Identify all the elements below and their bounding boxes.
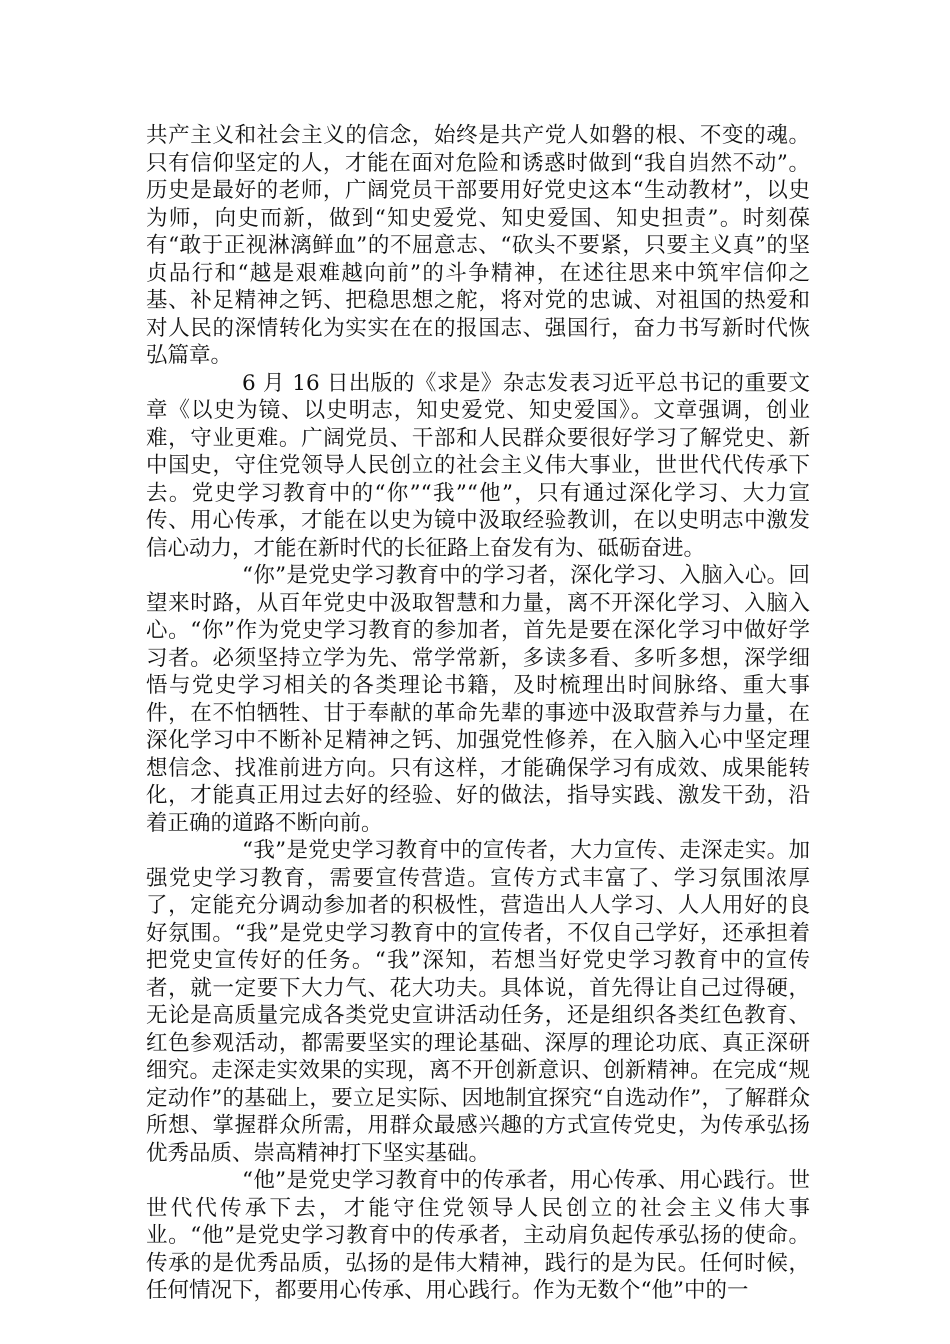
paragraph-qiushi-article: 6 月 16 日出版的《求是》杂志发表习近平总书记的重要文章《以史为镜、以史明志，知史爱党、知史爱国》。文章强调，创业难，守业更难。广阔党员、干部和人民群众要很好学习了解党史、新中国史，守住党领导人民创立的社会主义伟大事业，世世代代传承下去。党史学习教育中的“你”“我”“他”，只有通过深化学习、大力宣传、用心传承，才能在以史为镜中汲取经验教训，在以史明志中激发信心动力，才能在新时代的长征路上奋发有为、砥砺奋进。 xyxy=(146,370,810,561)
paragraph-faith: 共产主义和社会主义的信念，始终是共产党人如磐的根、不变的魂。只有信仰坚定的人，才能在面对危险和诱惑时做到“我自岿然不动”。历史是最好的老师，广阔党员干部要用好党史这本“生动教材”，以史为师，向史而新，做到“知史爱党、知史爱国、知史担责”。时刻葆有“敢于正视淋漓鲜血”的不屈意志、“砍头不要紧，只要主义真”的坚贞品行和“越是艰难越向前”的斗争精神，在述往思来中筑牢信仰之基、补足精神之钙、把稳思想之舵，将对党的忠诚、对祖国的热爱和对人民的深情转化为实实在在的报国志、强国行，奋力书写新时代恢弘篇章。 xyxy=(146,123,811,368)
paragraph-him-inheritor: “他”是党史学习教育中的传承者，用心传承、用心践行。世世代代传承下去，才能守住党领导人民创立的社会主义伟大事业。“他”是党史学习教育中的传承者，主动肩负起传承弘扬的使命。传承的是优秀品质，弘扬的是伟大精神，践行的是为民。任何时候，任何情况下，都要用心传承、用心践行。作为无数个“他”中的一 xyxy=(146,1168,810,1303)
paragraph-me-promoter: “我”是党史学习教育中的宣传者，大力宣传、走深走实。加强党史学习教育，需要宣传营造。宣传方式丰富了、学习氛围浓厚了，定能充分调动参加者的积极性，营造出人人学习、人人用好的良好氛围。“我”是党史学习教育中的宣传者，不仅自己学好，还承担着把党史宣传好的任务。“我”深知，若想当好党史学习教育中的宣传者，就一定要下大力气、花大功夫。具体说，首先得让自己过得硬，无论是高质量完成各类党史宣讲活动任务，还是组织各类红色教育、红色参观活动，都需要坚实的理论基础、深厚的理论功底、真正深研细究。走深走实效果的实现，离不开创新意识、创新精神。在完成“规定动作”的基础上，要立足实际、因地制宜探究“自选动作”，了解群众所想、掌握群众所需，用群众最感兴趣的方式宣传党史，为传承弘扬优秀品质、崇高精神打下坚实基础。 xyxy=(146,838,810,1166)
document-body xyxy=(146,122,810,1305)
paragraph-you-learner: “你”是党史学习教育中的学习者，深化学习、入脑入心。回望来时路，从百年党史中汲取智慧和力量，离不开深化学习、入脑入心。“你”作为党史学习教育的参加者，首先是要在深化学习中做好学习者。必须坚持立学为先、常学常新，多读多看、多听多想，深学细悟与党史学习相关的各类理论书籍，及时梳理出时间脉络、重大事件，在不怕牺牲、甘于奉献的革命先辈的事迹中汲取营养与力量，在深化学习中不断补足精神之钙、加强党性修养，在入脑入心中坚定理想信念、找准前进方向。只有这样，才能确保学习有成效、成果能转化，才能真正用过去好的经验、好的做法，指导实践、激发干劲，沿着正确的道路不断向前。 xyxy=(146,563,810,836)
